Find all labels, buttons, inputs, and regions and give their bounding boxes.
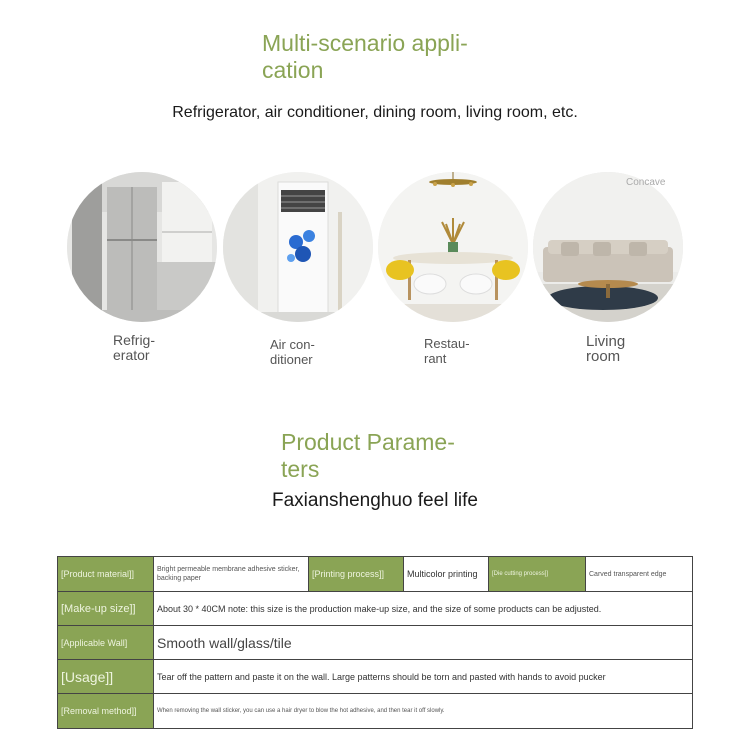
value-applicable-wall: Smooth wall/glass/tile: [154, 626, 693, 660]
value-make-up-size: About 30 * 40CM note: this size is the production make-up size, and the size of some products can be adjusted.: [154, 592, 693, 626]
section-title-application: [262, 30, 502, 84]
value-die-cutting-process: Carved transparent edge: [586, 557, 693, 592]
value-printing-process: Multicolor printing: [404, 557, 489, 592]
brand-slogan: Faxianshenghuo feel life: [272, 490, 478, 511]
table-row: [58, 660, 693, 694]
section-title-parameters: [281, 429, 501, 483]
product-parameters-table: [57, 556, 693, 729]
title-line-1: Product Parame-: [281, 429, 455, 455]
table-row: [58, 694, 693, 729]
title-line-1: Multi-scenario appli-: [262, 30, 468, 56]
caption-refrigerator: Refrig- erator: [113, 332, 156, 363]
table-row: [58, 592, 693, 626]
value-product-material: Bright permeable membrane adhesive sticker, backing paper: [154, 557, 309, 592]
table-row: [58, 557, 693, 592]
caption-air-conditioner: Air con- ditioner: [270, 337, 315, 367]
label-removal-method: [Removal method]]: [58, 694, 154, 729]
label-usage: [Usage]]: [58, 660, 154, 694]
scene-image-living-room: [533, 172, 683, 322]
scene-image-refrigerator: [67, 172, 217, 322]
label-product-material: [Product material]]: [58, 557, 154, 592]
table-row: [58, 626, 693, 660]
scene-image-air-conditioner: [223, 172, 373, 322]
scene-image-restaurant: [378, 172, 528, 322]
caption-living-room: Living room: [586, 333, 626, 365]
value-usage: Tear off the pattern and paste it on the wall. Large patterns should be torn and pasted with hands to avoid pucker: [154, 660, 693, 694]
caption-restaurant: Restau- rant: [424, 336, 470, 366]
watermark-text: Concave: [626, 177, 666, 188]
title-line-2: cation: [262, 57, 324, 83]
application-subtitle: Refrigerator, air conditioner, dining room, living room, etc.: [172, 104, 578, 121]
title-line-2: ters: [281, 456, 320, 482]
label-die-cutting-process: [Die cutting process]]: [489, 557, 586, 592]
label-make-up-size: [Make-up size]]: [58, 592, 154, 626]
label-applicable-wall: [Applicable Wall]: [58, 626, 154, 660]
value-removal-method: When removing the wall sticker, you can use a hair dryer to blow the hot adhesive, and then tear it off slowly.: [154, 694, 693, 729]
label-printing-process: [Printing process]]: [309, 557, 404, 592]
